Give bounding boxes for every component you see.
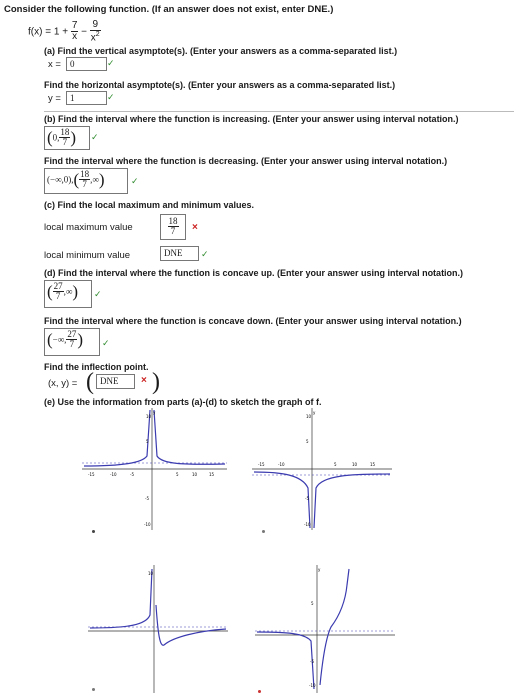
part-b-question: (b) Find the interval where the function is increasing. (Enter your answer using interval notation.): [44, 114, 459, 124]
check-icon: ✓: [107, 92, 115, 102]
tick-label: -10: [110, 472, 117, 477]
graph-1-radio[interactable]: [92, 530, 95, 533]
local-max-input[interactable]: [160, 214, 186, 240]
interval-left: −∞,: [52, 334, 67, 345]
frac-num: 18: [168, 216, 178, 226]
horizontal-asymptote-question: Find the horizontal asymptote(s). (Enter your answers as a comma-separated list.): [44, 80, 396, 90]
local-max-label: local maximum value: [44, 222, 133, 233]
frac-num: 27: [53, 281, 63, 291]
inflection-point-question: Find the inflection point.: [44, 362, 149, 372]
close-paren-large: ): [152, 369, 160, 395]
y-axis-label: y: [153, 410, 156, 415]
frac-den: 7: [69, 339, 75, 349]
tick-label: -10: [304, 522, 311, 527]
graph-2-radio[interactable]: [262, 530, 265, 533]
tick-label: -5: [305, 496, 309, 501]
graph-option-1[interactable]: [82, 408, 227, 530]
frac-num: 18: [60, 127, 70, 137]
check-icon: ✓: [94, 289, 102, 299]
curve: [154, 410, 225, 464]
term1-fraction: [71, 21, 79, 42]
vertical-asymptote-input[interactable]: 0: [66, 57, 107, 71]
part-e-question: (e) Use the information from parts (a)-(d) to sketch the graph of f.: [44, 397, 322, 407]
term1-num: 7: [71, 20, 78, 32]
concave-down-question: Find the interval where the function is concave down. (Enter your answer using interval notation.): [44, 316, 462, 326]
tick-label: 10: [146, 414, 152, 419]
local-min-input[interactable]: DNE: [160, 246, 199, 261]
term1-den: x: [72, 31, 78, 43]
interval-fraction: [66, 330, 77, 349]
part-d-question: (d) Find the interval where the function is concave up. (Enter your answer using interval notation.): [44, 268, 464, 278]
check-icon: ✓: [107, 58, 115, 68]
interval-right: ,∞: [63, 286, 73, 297]
local-min-label: local minimum value: [44, 250, 131, 261]
function-minus: −: [81, 26, 88, 38]
graph-4-radio[interactable]: [258, 690, 261, 693]
curve: [320, 569, 349, 685]
tick-label: 15: [209, 472, 215, 477]
check-icon: ✓: [102, 338, 110, 348]
tick-label: 5: [306, 439, 309, 444]
close-paren: ): [70, 128, 77, 147]
tick-label: 10: [148, 571, 154, 576]
concave-up-input[interactable]: [44, 280, 92, 308]
tick-label: -10: [309, 683, 316, 688]
open-paren: (: [47, 330, 53, 349]
tick-label: -15: [88, 472, 95, 477]
function-eq: = 1 +: [45, 26, 69, 38]
graph-3-radio[interactable]: [92, 688, 95, 691]
interval-right: ,∞: [90, 174, 99, 185]
tick-label: -5: [145, 496, 149, 501]
tick-label: 5: [176, 472, 179, 477]
frac-den: 7: [55, 291, 61, 301]
close-paren: ): [72, 282, 79, 301]
curve: [254, 472, 310, 528]
interval-right-fraction: [59, 128, 70, 147]
interval-left: 0,: [52, 132, 60, 143]
check-icon: ✓: [131, 176, 139, 186]
frac-den: 7: [62, 137, 68, 147]
term2-exp: 2: [95, 31, 100, 38]
part-a-question: (a) Find the vertical asymptote(s). (Enter your answers as a comma-separated list.): [44, 46, 398, 56]
graph-option-2[interactable]: [252, 408, 392, 530]
curve: [84, 410, 150, 466]
term2-num: 9: [90, 20, 101, 31]
check-icon: ✓: [201, 249, 209, 259]
cross-icon: ×: [192, 222, 198, 233]
horizontal-asymptote-input[interactable]: 1: [66, 91, 107, 105]
tick-label: 5: [334, 462, 337, 467]
interval-fraction: [53, 282, 64, 301]
tick-label: -10: [144, 522, 151, 527]
frac-num: 27: [67, 329, 77, 339]
cross-icon: ×: [141, 375, 147, 386]
frac-num: 18: [80, 169, 90, 179]
curve: [314, 474, 390, 528]
term2-fraction: [90, 20, 101, 43]
intro-text: Consider the following function. (If an answer does not exist, enter DNE.): [4, 4, 334, 15]
tick-label: -5: [130, 472, 134, 477]
function-lhs: f(x): [28, 26, 43, 38]
open-paren: (: [73, 170, 80, 189]
frac-den: 7: [82, 179, 87, 189]
vertical-asymptote-label: x =: [48, 59, 61, 70]
graph-option-4[interactable]: [255, 565, 395, 693]
interval-part1: (−∞,0),: [47, 174, 74, 185]
decreasing-interval-question: Find the interval where the function is decreasing. (Enter your answer using interval notation.): [44, 156, 448, 166]
decreasing-interval-input[interactable]: [44, 168, 128, 194]
y-axis-label: y: [313, 410, 316, 415]
inflection-point-label: (x, y) =: [48, 378, 78, 389]
curve: [90, 569, 152, 628]
divider: [44, 111, 514, 112]
close-paren: ): [77, 330, 84, 349]
close-paren: ): [98, 170, 105, 189]
tick-label: 10: [352, 462, 358, 467]
open-paren: (: [47, 128, 53, 147]
increasing-interval-input[interactable]: [44, 126, 90, 150]
concave-down-input[interactable]: [44, 328, 100, 356]
open-paren: (: [47, 282, 53, 301]
graph-option-3[interactable]: [88, 565, 228, 693]
curve: [156, 605, 226, 645]
interval-fraction: [79, 170, 90, 189]
tick-label: 15: [370, 462, 376, 467]
tick-label: -10: [278, 462, 285, 467]
tick-label: 10: [306, 414, 312, 419]
part-c-question: (c) Find the local maximum and minimum values.: [44, 200, 255, 210]
tick-label: 5: [311, 601, 314, 606]
y-axis-label: y: [318, 567, 321, 572]
tick-label: -5: [310, 659, 314, 664]
tick-label: -15: [258, 462, 265, 467]
open-paren-large: (: [86, 369, 94, 395]
check-icon: ✓: [91, 132, 99, 142]
term2-den: x: [90, 32, 96, 44]
function-definition: [28, 20, 101, 43]
frac-den: 7: [170, 226, 176, 236]
tick-label: 5: [146, 439, 149, 444]
tick-label: 10: [192, 472, 198, 477]
inflection-point-input[interactable]: DNE: [96, 374, 135, 389]
max-fraction: [168, 217, 179, 236]
horizontal-asymptote-label: y =: [48, 93, 61, 104]
curve: [257, 632, 314, 689]
